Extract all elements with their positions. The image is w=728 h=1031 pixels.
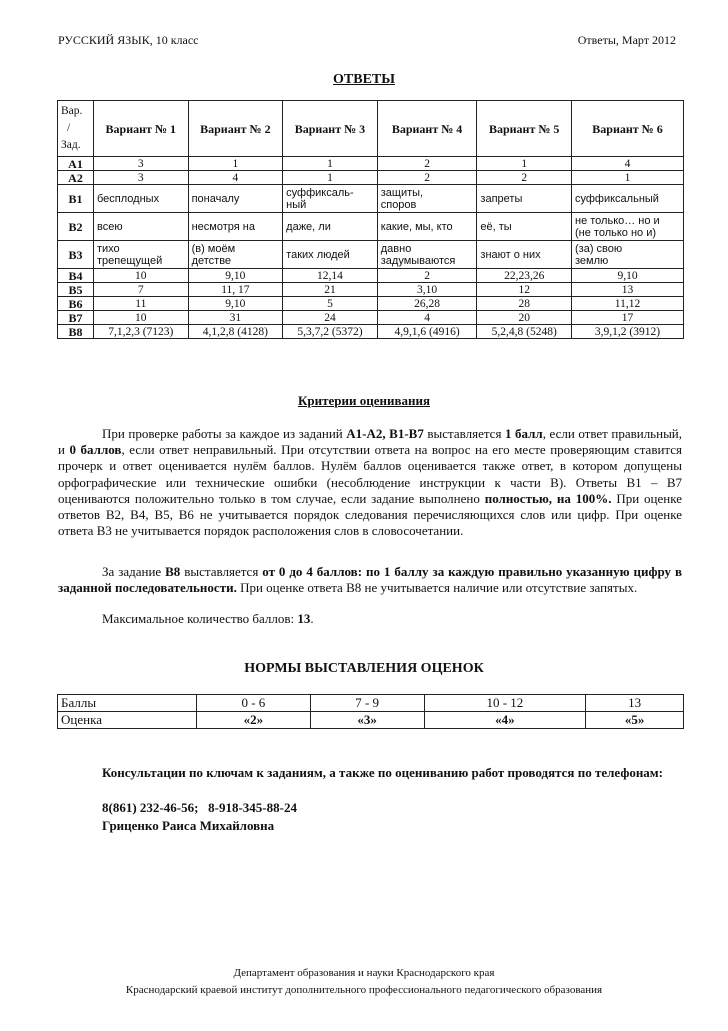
footer-institute: Краснодарский краевой институт дополнительного профессионального педагогического образования [125, 984, 603, 996]
answer-cell: 1 [188, 157, 283, 171]
answer-cell: 4,9,1,6 (4916) [377, 325, 477, 339]
criteria-paragraph-3: Максимальное количество баллов: 13. [102, 611, 314, 626]
column-header: Вариант № 5 [477, 101, 572, 157]
column-header: Вариант № 2 [188, 101, 283, 157]
answer-cell: (за) свою землю [572, 241, 684, 269]
mark-cell: «4» [424, 712, 586, 729]
answer-cell: поначалу [188, 185, 283, 213]
answer-cell: 5,2,4,8 (5248) [477, 325, 572, 339]
column-header: Вариант № 6 [572, 101, 684, 157]
table-row [58, 157, 684, 171]
answer-cell: 3 [94, 171, 189, 185]
answer-cell: 20 [477, 311, 572, 325]
answer-cell: 1 [572, 171, 684, 185]
answer-cell: запреты [477, 185, 572, 213]
row-label: В2 [58, 213, 94, 241]
row-label: А2 [58, 171, 94, 185]
mark-cell: «2» [197, 712, 311, 729]
grades-table [57, 694, 684, 729]
row-label: В1 [58, 185, 94, 213]
answer-cell: 1 [477, 157, 572, 171]
answer-cell: 28 [477, 297, 572, 311]
answer-cell: 31 [188, 311, 283, 325]
contact-name: Гриценко Раиса Михайловна [102, 818, 275, 833]
answer-cell: 5,3,7,2 (5372) [283, 325, 378, 339]
answer-cell: защиты, споров [377, 185, 477, 213]
table-row [58, 297, 684, 311]
answer-cell: таких людей [283, 241, 378, 269]
consultation-text: Консультации по ключам к заданиям, а также по оцениванию работ проводятся по телефонам: [102, 765, 663, 780]
row-label: В8 [58, 325, 94, 339]
mark-cell: «3» [310, 712, 424, 729]
answer-cell: несмотря на [188, 213, 283, 241]
row-label: А1 [58, 157, 94, 171]
answer-cell: 10 [94, 269, 189, 283]
answer-cell: 26,28 [377, 297, 477, 311]
points-cell: 10 - 12 [424, 695, 586, 712]
corner-cell: Вар. / Зад. [58, 101, 94, 157]
criteria-paragraph-1: При проверке работы за каждое из заданий А1-А2, В1-В7 выставляется 1 балл, если ответ правильный, и 0 баллов, если ответ неправильный. При отсутствии ответа на вопрос на его месте проверяющим ставится прочерк и ответ оценивается нулём баллов. Нулём баллов оценивается также ответ, в котором допущены орфографические или технические ошибки (несоблюдение инструкции к части В). Ответы В1 – В7 оцениваются положительно только в том случае, если задание выполнено полностью, на 100%. При оценке ответов В2, В4, В5, В6 не учитывается порядок следования перечисляющихся слов или цифр. При оценке ответа В3 не учитывается порядок расположения слов в словосочетании. [58, 426, 683, 539]
grades-row-marks [58, 712, 684, 729]
answer-cell: всею [94, 213, 189, 241]
answer-cell: 1 [283, 171, 378, 185]
answer-cell: не только… но и (не только но и) [572, 213, 684, 241]
table-row [58, 241, 684, 269]
criteria-title: Критерии оценивания [297, 393, 431, 408]
answer-cell: 12,14 [283, 269, 378, 283]
answer-cell: 21 [283, 283, 378, 297]
answer-cell: 7,1,2,3 (7123) [94, 325, 189, 339]
table-row [58, 283, 684, 297]
table-row [58, 213, 684, 241]
answer-cell: какие, мы, кто [377, 213, 477, 241]
table-row [58, 311, 684, 325]
page-title: ОТВЕТЫ [333, 72, 395, 87]
answer-cell: 4 [377, 311, 477, 325]
answer-cell: 13 [572, 283, 684, 297]
table-row [58, 269, 684, 283]
answer-cell: 9,10 [572, 269, 684, 283]
answer-cell: 11, 17 [188, 283, 283, 297]
column-header: Вариант № 1 [94, 101, 189, 157]
answer-cell: (в) моём детстве [188, 241, 283, 269]
header-date: Ответы, Март 2012 [577, 33, 676, 47]
row-label: В6 [58, 297, 94, 311]
criteria-paragraph-2: За задание В8 выставляется от 0 до 4 баллов: по 1 баллу за каждую правильно указанную цифру в заданной последовательности. При оценке ответа В8 не учитывается наличие или отсутствие запятых. [58, 564, 682, 596]
answer-cell: даже, ли [283, 213, 378, 241]
answer-cell: 3,10 [377, 283, 477, 297]
answer-cell: 11,12 [572, 297, 684, 311]
answer-cell: бесплодных [94, 185, 189, 213]
header-subject: РУССКИЙ ЯЗЫК, 10 класс [58, 33, 199, 47]
answer-cell: 4 [572, 157, 684, 171]
answers-header-row [58, 101, 684, 157]
mark-cell: «5» [586, 712, 684, 729]
points-label: Баллы [58, 695, 197, 712]
answer-cell: 22,23,26 [477, 269, 572, 283]
points-cell: 0 - 6 [197, 695, 311, 712]
answer-cell: 17 [572, 311, 684, 325]
grades-row-points [58, 695, 684, 712]
norms-title: НОРМЫ ВЫСТАВЛЕНИЯ ОЦЕНОК [244, 661, 484, 676]
answer-cell: 9,10 [188, 269, 283, 283]
answer-cell: 2 [477, 171, 572, 185]
answer-cell: 1 [283, 157, 378, 171]
answer-cell: 4 [188, 171, 283, 185]
answer-cell: знают о них [477, 241, 572, 269]
answer-cell: 3 [94, 157, 189, 171]
points-cell: 13 [586, 695, 684, 712]
mark-label: Оценка [58, 712, 197, 729]
row-label: В5 [58, 283, 94, 297]
answer-cell: давно задумываются [377, 241, 477, 269]
answer-cell: тихо трепещущей [94, 241, 189, 269]
answer-cell: 4,1,2,8 (4128) [188, 325, 283, 339]
column-header: Вариант № 3 [283, 101, 378, 157]
answer-cell: её, ты [477, 213, 572, 241]
answer-cell: 5 [283, 297, 378, 311]
column-header: Вариант № 4 [377, 101, 477, 157]
answer-cell: 2 [377, 269, 477, 283]
answer-cell: 11 [94, 297, 189, 311]
table-row [58, 325, 684, 339]
row-label: В7 [58, 311, 94, 325]
answer-cell: 12 [477, 283, 572, 297]
answer-cell: суффиксальный [572, 185, 684, 213]
answer-cell: 24 [283, 311, 378, 325]
points-cell: 7 - 9 [310, 695, 424, 712]
answer-cell: 3,9,1,2 (3912) [572, 325, 684, 339]
answer-cell: суффиксаль- ный [283, 185, 378, 213]
answer-cell: 2 [377, 157, 477, 171]
row-label: В3 [58, 241, 94, 269]
table-row [58, 171, 684, 185]
answers-table [57, 100, 684, 339]
footer-department: Департамент образования и науки Краснодарского края [233, 967, 495, 979]
table-row [58, 185, 684, 213]
answer-cell: 10 [94, 311, 189, 325]
contact-block [102, 799, 297, 835]
answer-cell: 9,10 [188, 297, 283, 311]
answer-cell: 7 [94, 283, 189, 297]
row-label: В4 [58, 269, 94, 283]
answer-cell: 2 [377, 171, 477, 185]
phone-numbers: 8(861) 232-46-56; 8-918-345-88-24 [102, 800, 297, 815]
